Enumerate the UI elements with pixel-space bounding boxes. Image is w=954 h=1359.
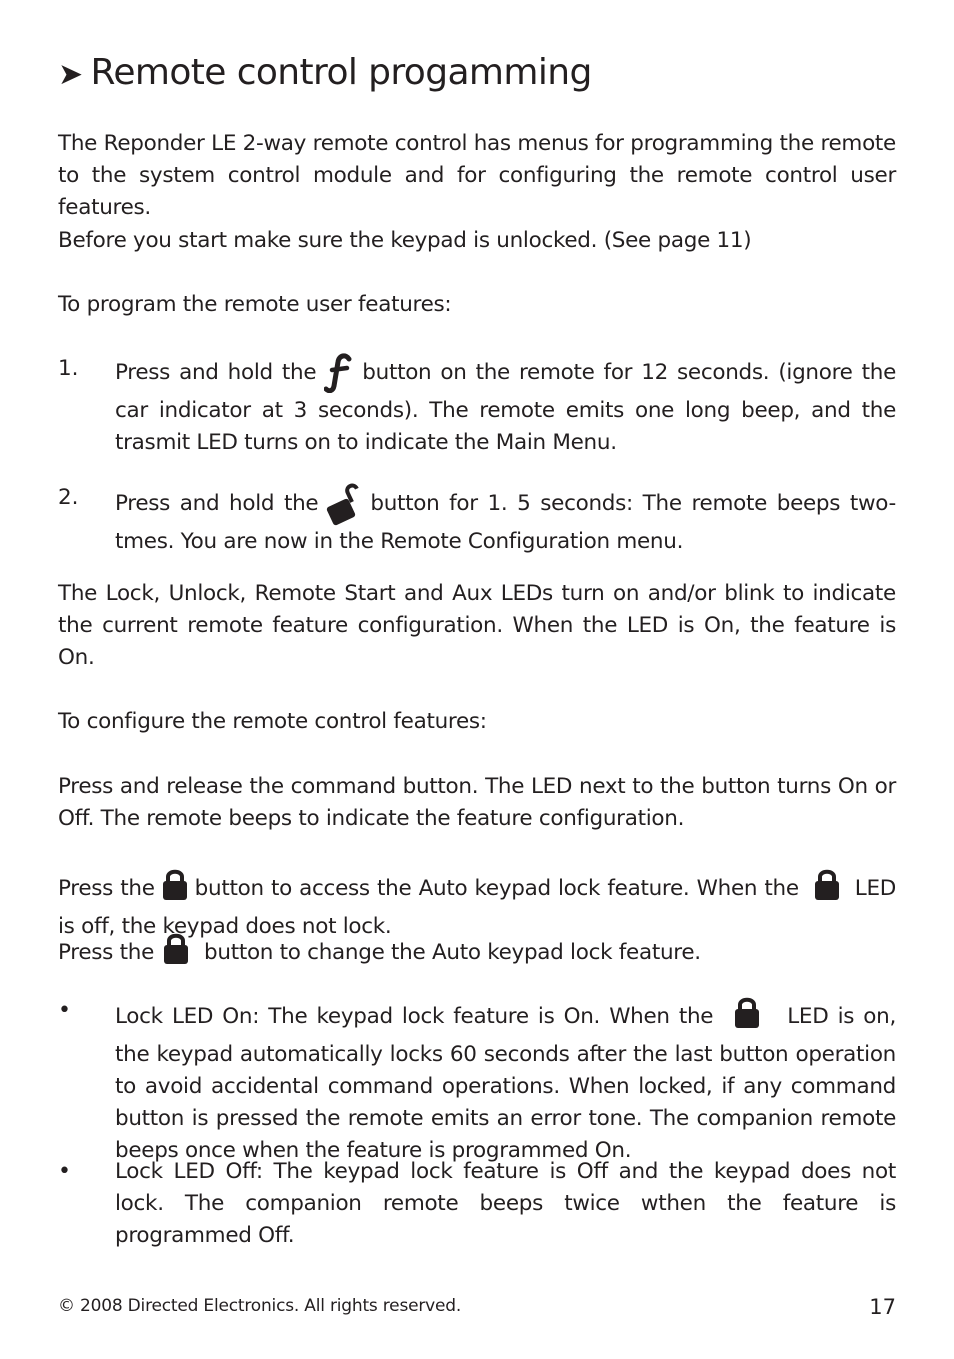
leds-paragraph: The Lock, Unlock, Remote Start and Aux LEDs turn on and/or blink to indicate the current remote feature configuration. When the LED is On, the feature is On. (58, 581, 896, 670)
copyright-footer: © 2008 Directed Electronics. All rights reserved. (58, 1296, 462, 1316)
unlock-icon (326, 482, 362, 526)
lock-icon (162, 931, 190, 975)
lock-icon (161, 867, 189, 911)
bullet-dot: • (58, 1159, 71, 1184)
page-title: Remote control progamming (90, 52, 592, 93)
page-number: 17 (869, 1295, 896, 1319)
function-key-icon (324, 353, 354, 395)
program-subheading: To program the remote user features: (58, 292, 452, 317)
bullet-dot: • (58, 998, 71, 1023)
step-2-text: Press and hold the button for 1. 5 seconds: The remote beeps two-tmes. You are now in the Remote Configuration menu. (115, 482, 896, 558)
configure-subheading: To configure the remote control features: (58, 709, 487, 734)
press-release-paragraph: Press and release the command button. The LED next to the button turns On or Off. The remote beeps to indicate the feature configuration. (58, 774, 896, 831)
step-1-text: Press and hold the button on the remote for 12 seconds. (ignore the car indicator at 3 seconds). The remote emits one long beep, and the trasmit LED turns on to indicate the Main Menu. (115, 353, 896, 459)
lock-icon (733, 995, 761, 1039)
page-heading (58, 52, 592, 93)
autolock-change-line: Press the button to change the Auto keypad lock feature. (58, 931, 896, 975)
unlock-note: Before you start make sure the keypad is unlocked. (See page 11) (58, 228, 752, 253)
step-number: 2. (58, 485, 79, 510)
arrow-bullet-icon: ➤ (58, 57, 83, 92)
step-number: 1. (58, 356, 79, 381)
intro-paragraph: The Reponder LE 2-way remote control has menus for programming the remote to the system control module and for configuring the remote control user features. (58, 131, 896, 220)
autolock-paragraph: Press the button to access the Auto keypad lock feature. When the LED is off, the keypad does not lock. (58, 867, 896, 943)
lock-icon (813, 867, 841, 911)
bullet-lock-led-off: Lock LED Off: The keypad lock feature is Off and the keypad does not lock. The companion remote beeps twice wthen the feature is programmed Off. (115, 1159, 896, 1248)
manual-page (58, 0, 896, 1359)
bullet-lock-led-on: Lock LED On: The keypad lock feature is On. When the LED is on, the keypad automatically locks 60 seconds after the last button operation to avoid accidental command operations. When locked, if any command button is pressed the remote emits an error tone. The companion remote beeps once when the feature is programmed On. (115, 995, 896, 1167)
